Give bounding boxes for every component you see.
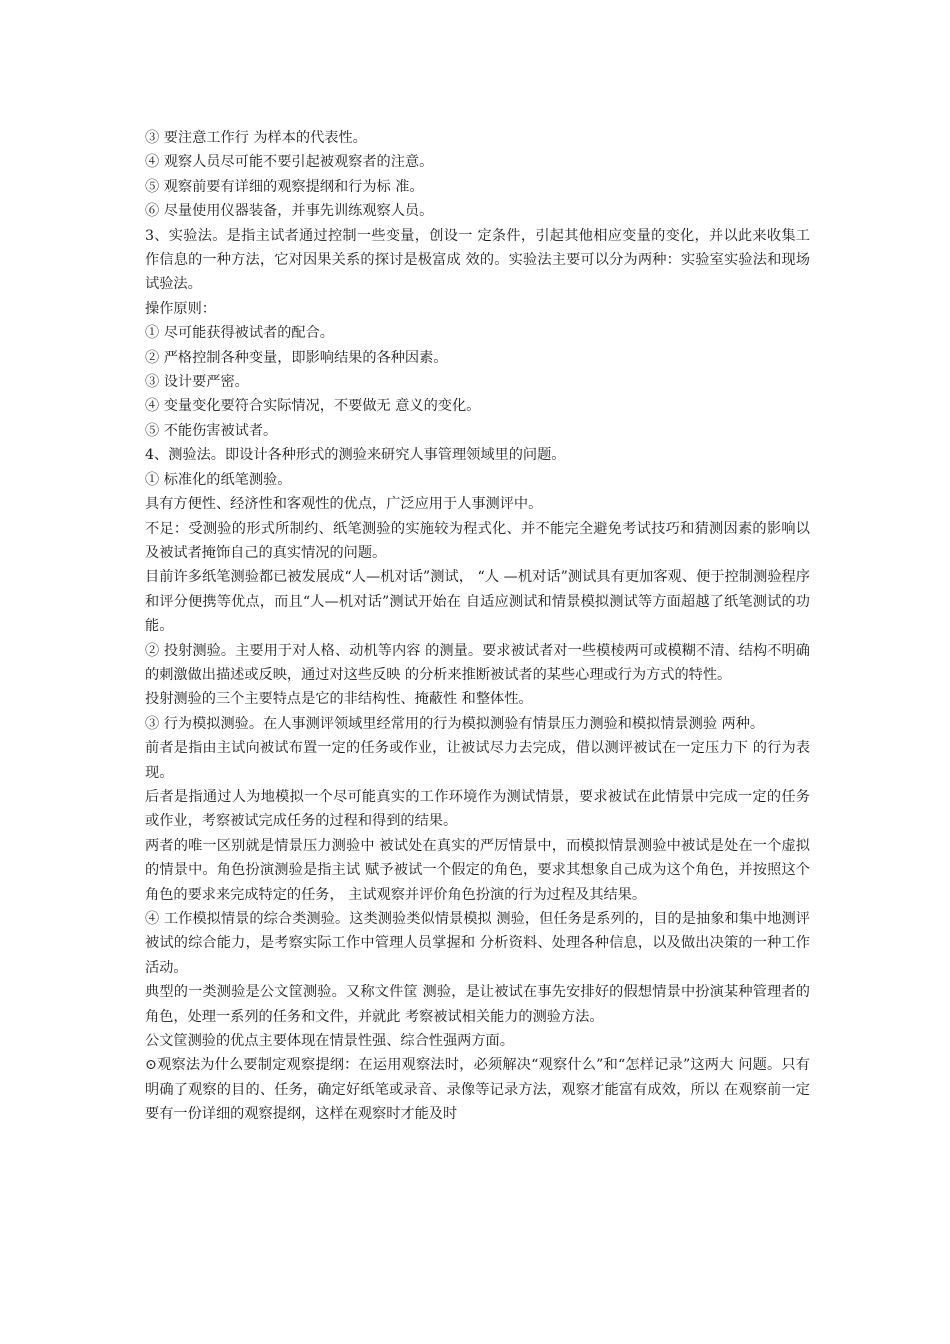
paragraph: ① 标准化的纸笔测验。 xyxy=(145,471,292,488)
document-body xyxy=(145,126,810,1127)
paragraph: ③ 行为模拟测验。在人事测评领域里经常用的行为模拟测验有情景压力测验和模拟情景测验 两种。 xyxy=(145,715,765,732)
paragraph: 投射测验的三个主要特点是它的非结构性、掩蔽性 和整体性。 xyxy=(145,691,533,708)
paragraph: 具有方便性、经济性和客观性的优点，广泛应用于人事测评中。 xyxy=(145,496,543,513)
paragraph: 典型的一类测验是公文筐测验。又称文件筐 测验，是让被试在事先安排好的假想情景中扮演某种管理者的角色，处理一系列的任务和文件，并就此 考察被试相关能力的测验方法。 xyxy=(145,984,810,1025)
paragraph: ③ 要注意工作行 为样本的代表性。 xyxy=(145,130,367,146)
paragraph: ④ 观察人员尽可能不要引起被观察者的注意。 xyxy=(145,154,434,171)
paragraph: 公文筐测验的优点主要体现在情景性强、综合性强两方面。 xyxy=(145,1033,514,1050)
paragraph: ⑤ 观察前要有详细的观察提纲和行为标 准。 xyxy=(145,178,424,195)
section-heading-experiment: 3、实验法。是指主试者通过控制一些变量，创设一 定条件，引起其他相应变量的变化，并以此来收集工作信息的一种方法，它对因果关系的探讨是极富成 效的。实验法主要可以分为两种：实验室实验法和现场试验法。 xyxy=(145,227,810,293)
paragraph: ② 投射测验。主要用于对人格、动机等内容 的测量。要求被试者对一些模棱两可或模糊不清、结构不明确的刺激做出描述或反映，通过对这些反映 的分析来推断被试者的某些心理或行为方式的特性。 xyxy=(145,642,810,683)
paragraph: ② 严格控制各种变量，即影响结果的各种因素。 xyxy=(145,349,448,366)
paragraph: ③ 设计要严密。 xyxy=(145,374,249,391)
paragraph: 目前许多纸笔测验都已被发展成“人—机对话”测试， “人 —机对话”测试具有更加客观、便于控制测验程序和评分便携等优点，而且“人—机对话”测试开始在 自适应测试和情景模拟测试等方面超越了纸笔测试的功能。 xyxy=(145,569,810,635)
paragraph: 不足：受测验的形式所制约、纸笔测验的实施较为程式化、并不能完全避免考试技巧和猜测因素的影响以及被试者掩饰自己的真实情况的问题。 xyxy=(145,520,810,561)
paragraph: 操作原则： xyxy=(145,300,216,317)
paragraph: 前者是指由主试向被试布置一定的任务或作业，让被试尽力去完成，借以测评被试在一定压力下 的行为表现。 xyxy=(145,740,810,781)
paragraph: ⑤ 不能伤害被试者。 xyxy=(145,422,278,439)
paragraph: ④ 变量变化要符合实际情况，不要做无 意义的变化。 xyxy=(145,398,481,415)
paragraph: ⊙观察法为什么要制定观察提纲：在运用观察法时，必须解决“观察什么”和“怎样记录”这两大 问题。只有明确了观察的目的、任务，确定好纸笔或录音、录像等记录方法，观察才能富有成效，所以 在观察前一定要有一份详细的观察提纲，这样在观察时才能及时 xyxy=(145,1057,810,1123)
paragraph: ⑥ 尽量使用仪器装备，并事先训练观察人员。 xyxy=(145,203,434,220)
paragraph: ④ 工作模拟情景的综合类测验。这类测验类似情景模拟 测验，但任务是系列的，目的是抽象和集中地测评被试的综合能力，是考察实际工作中管理人员掌握和 分析资料、处理各种信息，以及做出决策的一种工作活动。 xyxy=(145,911,810,976)
paragraph: 后者是指通过人为地模拟一个尽可能真实的工作环境作为测试情景，要求被试在此情景中完成一定的任务或作业，考察被试完成任务的过程和得到的结果。 xyxy=(145,788,810,830)
section-heading-test: 4、测验法。即设计各种形式的测验来研究人事管理领域里的问题。 xyxy=(145,447,566,464)
paragraph: ① 尽可能获得被试者的配合。 xyxy=(145,325,334,342)
paragraph: 两者的唯一区别就是情景压力测验中 被试处在真实的严厉情景中，而模拟情景测验中被试是处在一个虚拟的情景中。角色扮演测验是指主试 赋予被试一个假定的角色，要求其想象自己成为这个角色，并按照这个角色的要求来完成特定的任务， 主试观察并评价角色扮演的行为过程及其结果。 xyxy=(145,837,810,903)
